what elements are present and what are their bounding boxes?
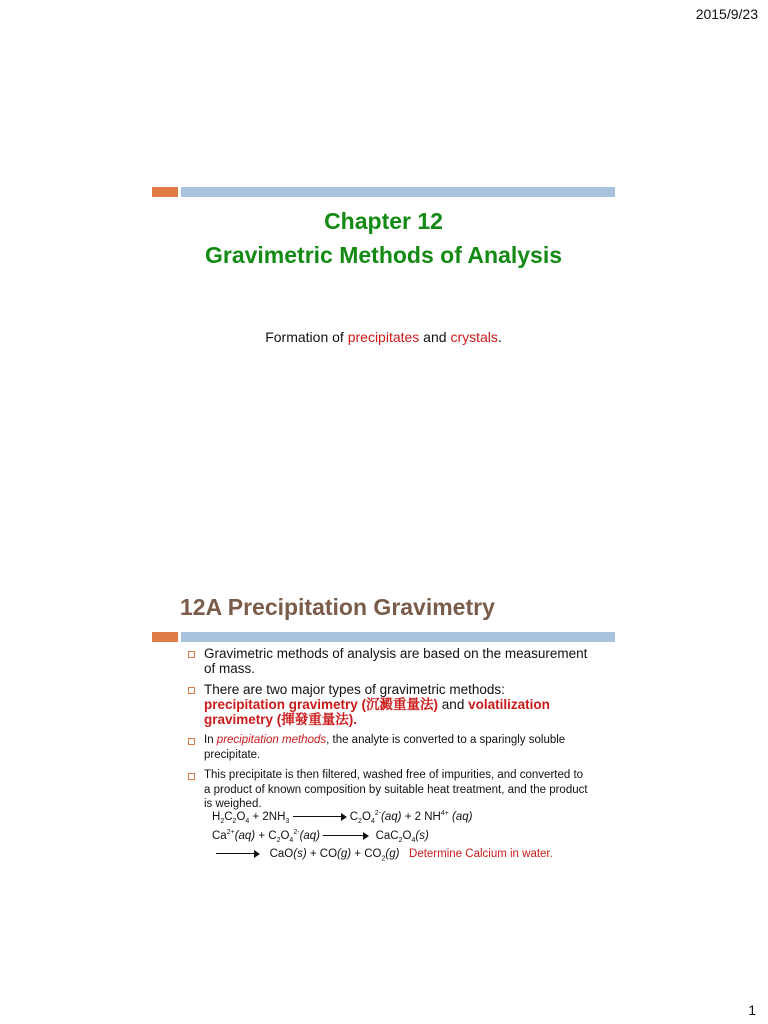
eq-state: (s) [293,848,307,860]
determine-calcium-note: Determine Calcium in water. [409,848,553,860]
square-bullet-icon [188,738,195,745]
bullet-text: This precipitate is then filtered, washed free of impurities, and converted to a product of known composition by suitable heat treatment, and the product is weighed. [204,769,588,810]
subtitle-highlight-precipitates: precipitates [347,329,420,345]
eq-sub: 4 [245,818,250,826]
equation-2 [212,829,429,844]
eq-sub: 3 [285,818,290,826]
eq-sup: 2+ [226,829,235,836]
eq-sub: 4 [289,837,294,845]
eq-text: CaC [375,829,399,842]
subtitle-text: . [497,329,502,345]
page-date: 2015/9/23 [695,6,758,22]
list-item [188,646,588,676]
bullet-text: Gravimetric methods of analysis are based on the measurement of mass. [204,646,588,676]
reaction-arrow-icon [216,850,260,858]
eq-text: C [224,810,233,823]
title-bar-decoration [152,187,615,197]
term-precipitation-methods: precipitation methods [216,734,327,746]
bullet-text: , the analyte is converted to a sparingly soluble precipitate. [204,734,566,761]
eq-text: O [236,810,246,823]
slide2-title: 12A Precipitation Gravimetry [180,594,495,620]
slide1-title [152,204,615,272]
eq-text: + C [255,829,277,842]
eq-sup: 4+ [440,810,449,817]
list-item [188,733,588,762]
slide1-title-line1: Chapter 12 [324,208,443,234]
eq-state: (g) [337,848,352,860]
reaction-arrow-icon [293,813,347,821]
eq-text: CaO [269,848,294,860]
bullet-text: . [353,712,358,727]
eq-sub: 4 [411,837,416,845]
eq-text: O [280,829,290,842]
eq-state: (s) [415,829,429,842]
bullet-text: There are two major types of gravimetric methods: [204,682,505,697]
eq-sup: 2- [293,829,300,836]
eq-text: O [402,829,412,842]
reaction-arrow-icon [323,832,369,840]
square-bullet-icon [188,773,195,780]
slide1-subtitle [152,329,615,345]
eq-text: + 2 NH [401,810,441,823]
list-item [188,682,588,727]
subtitle-highlight-crystals: crystals [450,329,498,345]
eq-sub: 2 [276,837,281,845]
page-number: 1 [748,1002,756,1018]
bullet-list [188,646,588,818]
eq-state: (aq) [234,829,256,842]
eq-sub: 2 [220,818,225,826]
subtitle-text: Formation of [265,329,348,345]
eq-state: (aq) [381,810,402,823]
eq-sub: 4 [370,818,375,826]
eq-state: (aq) [448,810,473,823]
term-volatilization-gravimetry: volatilization gravimetry (揮發重量法) [204,697,550,727]
eq-sub: 2 [232,818,237,826]
eq-sub: 2 [381,855,386,863]
title-bar-decoration [152,632,615,642]
eq-text: H [212,810,221,823]
bullet-text: and [438,697,469,712]
eq-text: + CO [306,848,338,860]
eq-sub: 2 [398,837,403,845]
eq-text: Ca [212,829,227,842]
eq-text: + 2NH [249,810,286,823]
square-bullet-icon [188,687,195,694]
eq-text: O [361,810,371,823]
slide1-title-line2: Gravimetric Methods of Analysis [204,242,563,268]
eq-state: (g) [385,848,400,860]
eq-state: (aq) [299,829,321,842]
eq-sub: 2 [358,818,362,826]
equation-1 [212,810,472,825]
eq-sup: 2- [374,810,382,817]
equation-3 [216,848,553,862]
eq-text: C [349,810,359,823]
eq-text: + CO [351,848,382,860]
square-bullet-icon [188,651,195,658]
bullet-text: In [204,734,217,746]
term-precipitation-gravimetry: precipitation gravimetry (沉澱重量法) [204,697,439,712]
subtitle-text: and [419,329,451,345]
list-item [188,768,588,812]
